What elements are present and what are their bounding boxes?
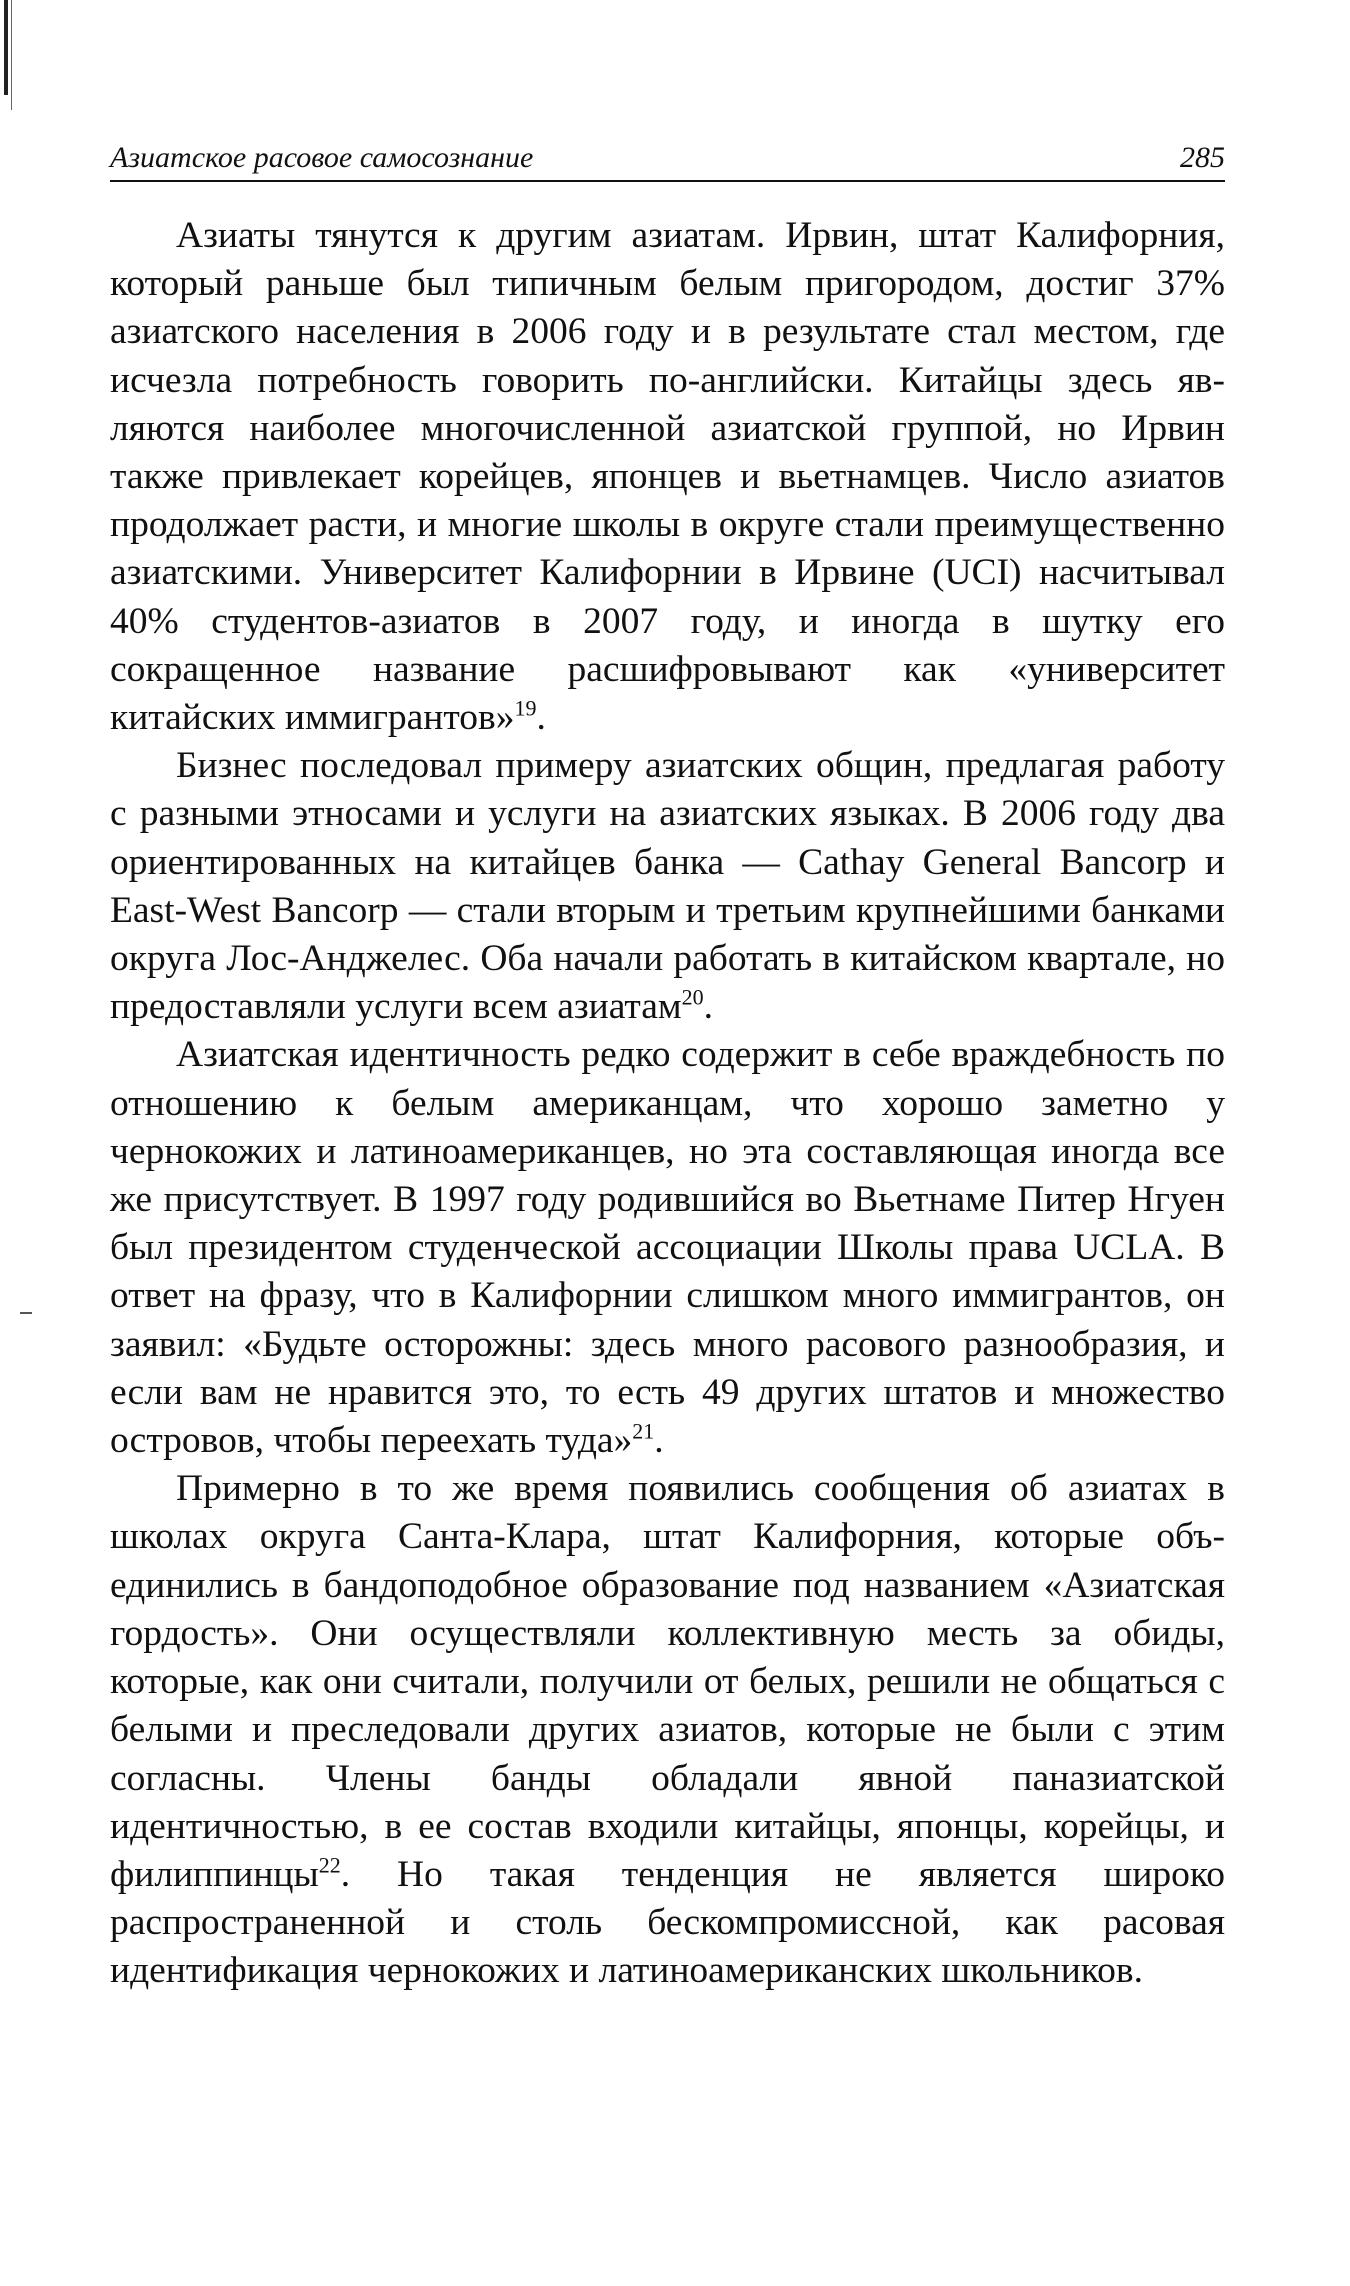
running-header [110,138,1225,182]
text-body [110,212,1225,1996]
paragraph-text: Примерно в то же время появились сообщения об азиатах в школах округа Санта-Клара, штат Калифорния, которые объединились в бандоподобное образование под названием «Азиатская гордость». Они осуществляли коллективную месть за обиды, которые, как они считали, получили от белых, решили не общаться с белыми и преследовали других азиатов, которые не были с этим согласны. Члены банды обладали явной паназиатской идентичностью, в ее состав входили китайцы, японцы, корейцы, и филиппинцы [110,1468,1225,1895]
footnote-ref[interactable]: 22 [318,1852,341,1878]
paragraph-tail: . [703,986,714,1028]
paragraph-text: Азиатская идентичность редко содержит в себе враждебность по отношению к белым американцам, что хорошо заметно у чернокожих и латиноамериканцев, но эта составляющая иногда все же присутствует. В 1997 году родившийся во Вьетнаме Питер Нгуен был президентом студенческой ассоциации Школы права UCLA. В ответ на фразу, что в Калифорнии слишком много иммигрантов, он заявил: «Будьте осторожны: здесь много расового разнообразия, и если вам не нравится это, то есть 49 других штатов и множество островов, чтобы переехать туда» [110,1034,1225,1462]
margin-mark [20,1312,32,1314]
paragraph-tail: . [654,1420,664,1462]
page-edge-shadow [4,0,8,95]
paragraph-text: Азиаты тянутся к другим азиатам. Ирвин, штат Калифорния, который раньше был типичным белым пригородом, достиг 37% азиатского населения в 2006 году и в результате стал местом, где исчезла потребность говорить по-английски. Китайцы здесь являются наиболее многочисленной азиатской группой, но Ирвин также привлекает корейцев, японцев и вьетнамцев. Число азиатов продолжает расти, и многие школы в округе стали преимущественно азиатскими. Университет Калифорнии в Ирвине (UCI) насчитывал 40% студентов-азиатов в 2007 году, и иногда в шутку его сокращенное название расшифровывают как «университет китайских иммигрантов» [110,215,1225,739]
footnote-ref[interactable]: 19 [514,695,537,721]
paragraph [110,1031,1225,1465]
footnote-ref[interactable]: 21 [632,1418,655,1444]
paragraph [110,742,1225,1031]
paragraph [110,212,1225,742]
running-header-title: Азиатское расовое самосознание [110,141,534,174]
paragraph [110,1465,1225,1995]
page-number: 285 [1180,141,1225,174]
paragraph-tail: . Но такая тенденция не является широко распространенной и столь бескомпромиссной, как расовая идентификация чернокожих и латиноамериканских школьников. [110,1853,1225,1992]
page-edge-line [11,0,12,110]
paragraph-text: Бизнес последовал примеру азиатских общин, предлагая работу с разными этносами и услуги на азиатских языках. В 2006 году два ориентированных на китайцев банка — Cathay General Bancorp и East-West Bancorp — стали вторым и третьим крупнейшими банками округа Лос-Анджелес. Оба начали работать в китайском квартале, но предоставляли услуги всем азиатам [110,745,1225,1028]
paragraph-tail: . [536,697,546,739]
footnote-ref[interactable]: 20 [681,984,704,1010]
